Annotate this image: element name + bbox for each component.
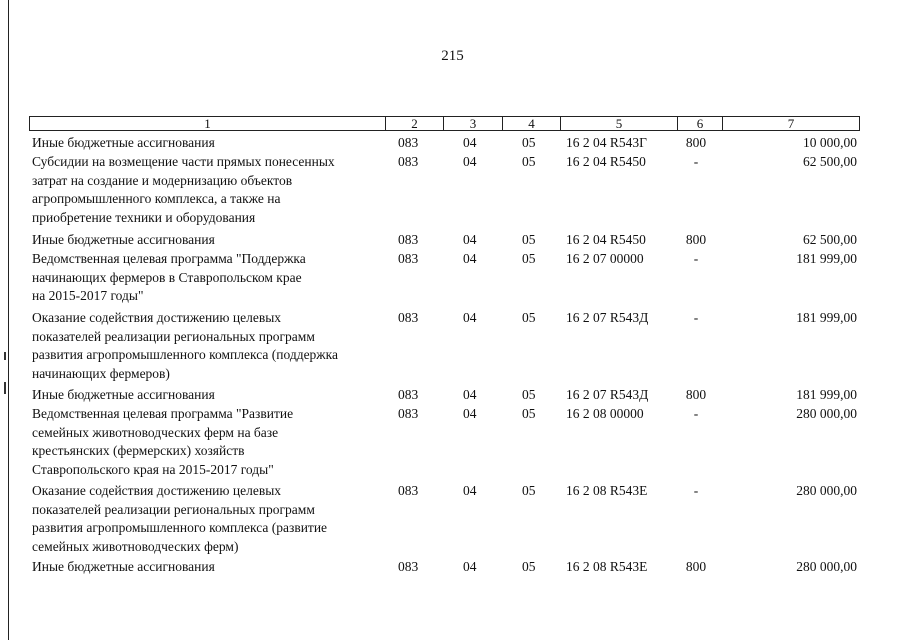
scan-mark	[4, 352, 6, 360]
amount: 280 000,00	[796, 406, 857, 421]
target-article-code: 16 2 04 R5450	[566, 154, 646, 169]
section-code: 04	[463, 387, 477, 402]
ministry-code: 083	[398, 135, 419, 150]
ministry-code: 083	[398, 483, 419, 498]
column-header-5: 5	[560, 117, 677, 130]
target-article-code: 16 2 08 R543Е	[566, 559, 648, 574]
ministry-code: 083	[398, 387, 419, 402]
subsection-code: 05	[522, 135, 536, 150]
target-article-code: 16 2 08 00000	[566, 406, 644, 421]
description-line: Ведомственная целевая программа "Поддержка	[32, 251, 306, 266]
expense-type-code: 800	[685, 232, 707, 247]
description-line: Субсидии на возмещение части прямых понесенных	[32, 154, 335, 169]
subsection-code: 05	[522, 251, 536, 266]
section-code: 04	[463, 483, 477, 498]
expense-type-code: -	[693, 251, 699, 266]
description-line: затрат на создание и модернизацию объектов	[32, 172, 293, 188]
subsection-code: 05	[522, 154, 536, 169]
ministry-code: 083	[398, 559, 419, 574]
description-line: Иные бюджетные ассигнования	[32, 232, 215, 247]
amount: 280 000,00	[796, 483, 857, 498]
description-line: крестьянских (фермерских) хозяйств	[32, 443, 245, 458]
target-article-code: 16 2 07 00000	[566, 251, 644, 266]
section-code: 04	[463, 154, 477, 169]
column-header-1: 1	[204, 116, 211, 131]
description-line: показателей реализации региональных программ	[32, 328, 315, 344]
column-header-7: 7	[722, 117, 859, 130]
description-line: приобретение техники и оборудования	[32, 209, 256, 225]
description-line: начинающих фермеров в Ставропольском крае	[32, 269, 302, 285]
subsection-code: 05	[522, 232, 536, 247]
amount: 181 999,00	[796, 310, 857, 325]
subsection-code: 05	[522, 310, 536, 325]
description-line: Иные бюджетные ассигнования	[32, 559, 215, 574]
description-line: развития агропромышленного комплекса (развитие	[32, 520, 328, 535]
amount: 280 000,00	[796, 559, 857, 574]
column-header-6: 6	[677, 117, 722, 130]
target-article-code: 16 2 07 R543Д	[566, 387, 649, 402]
row-description	[32, 482, 387, 556]
column-header-3: 3	[443, 117, 502, 130]
description-line: начинающих фермеров)	[32, 365, 170, 381]
description-line: Оказание содействия достижению целевых	[32, 310, 282, 325]
description-line: показателей реализации региональных программ	[32, 501, 315, 517]
ministry-code: 083	[398, 251, 419, 266]
amount: 181 999,00	[796, 387, 857, 402]
expense-type-code: 800	[685, 387, 707, 402]
section-code: 04	[463, 135, 477, 150]
target-article-code: 16 2 04 R543Г	[566, 135, 647, 150]
page-number: 215	[441, 48, 464, 64]
row-description	[32, 250, 387, 306]
description-line: на 2015-2017 годы"	[32, 288, 144, 303]
description-line: Оказание содействия достижению целевых	[32, 483, 282, 498]
amount: 10 000,00	[803, 135, 857, 150]
amount: 181 999,00	[796, 251, 857, 266]
section-code: 04	[463, 559, 477, 574]
ministry-code: 083	[398, 232, 419, 247]
ministry-code: 083	[398, 406, 419, 421]
section-code: 04	[463, 406, 477, 421]
description-line: семейных животноводческих ферм на базе	[32, 424, 279, 440]
row-description	[32, 153, 387, 227]
row-description	[32, 309, 387, 383]
expense-type-code: -	[693, 483, 699, 498]
expense-type-code: -	[693, 310, 699, 325]
target-article-code: 16 2 07 R543Д	[566, 310, 649, 325]
section-code: 04	[463, 310, 477, 325]
description-line: Иные бюджетные ассигнования	[32, 135, 215, 150]
description-line: Ведомственная целевая программа "Развитие	[32, 406, 294, 421]
expense-type-code: 800	[685, 559, 707, 574]
row-description	[32, 405, 387, 479]
target-article-code: 16 2 04 R5450	[566, 232, 646, 247]
subsection-code: 05	[522, 483, 536, 498]
row-description	[32, 134, 387, 153]
row-description	[32, 558, 387, 577]
description-line: семейных животноводческих ферм)	[32, 538, 239, 554]
description-line: развития агропромышленного комплекса (поддержка	[32, 347, 338, 362]
amount: 62 500,00	[803, 154, 857, 169]
row-description	[32, 231, 387, 250]
expense-type-code: 800	[685, 135, 707, 150]
column-header-2: 2	[385, 117, 443, 130]
subsection-code: 05	[522, 406, 536, 421]
subsection-code: 05	[522, 387, 536, 402]
column-header-row	[29, 116, 860, 131]
expense-type-code: -	[693, 406, 699, 421]
row-description	[32, 386, 387, 405]
section-code: 04	[463, 251, 477, 266]
description-line: Иные бюджетные ассигнования	[32, 387, 215, 402]
ministry-code: 083	[398, 310, 419, 325]
section-code: 04	[463, 232, 477, 247]
target-article-code: 16 2 08 R543Е	[566, 483, 648, 498]
expense-type-code: -	[693, 154, 699, 169]
description-line: агропромышленного комплекса, а также на	[32, 191, 281, 206]
column-header-4: 4	[502, 117, 560, 130]
amount: 62 500,00	[803, 232, 857, 247]
ministry-code: 083	[398, 154, 419, 169]
subsection-code: 05	[522, 559, 536, 574]
description-line: Ставропольского края на 2015-2017 годы"	[32, 461, 274, 477]
scan-edge-line	[8, 0, 9, 640]
scan-mark	[4, 382, 6, 394]
